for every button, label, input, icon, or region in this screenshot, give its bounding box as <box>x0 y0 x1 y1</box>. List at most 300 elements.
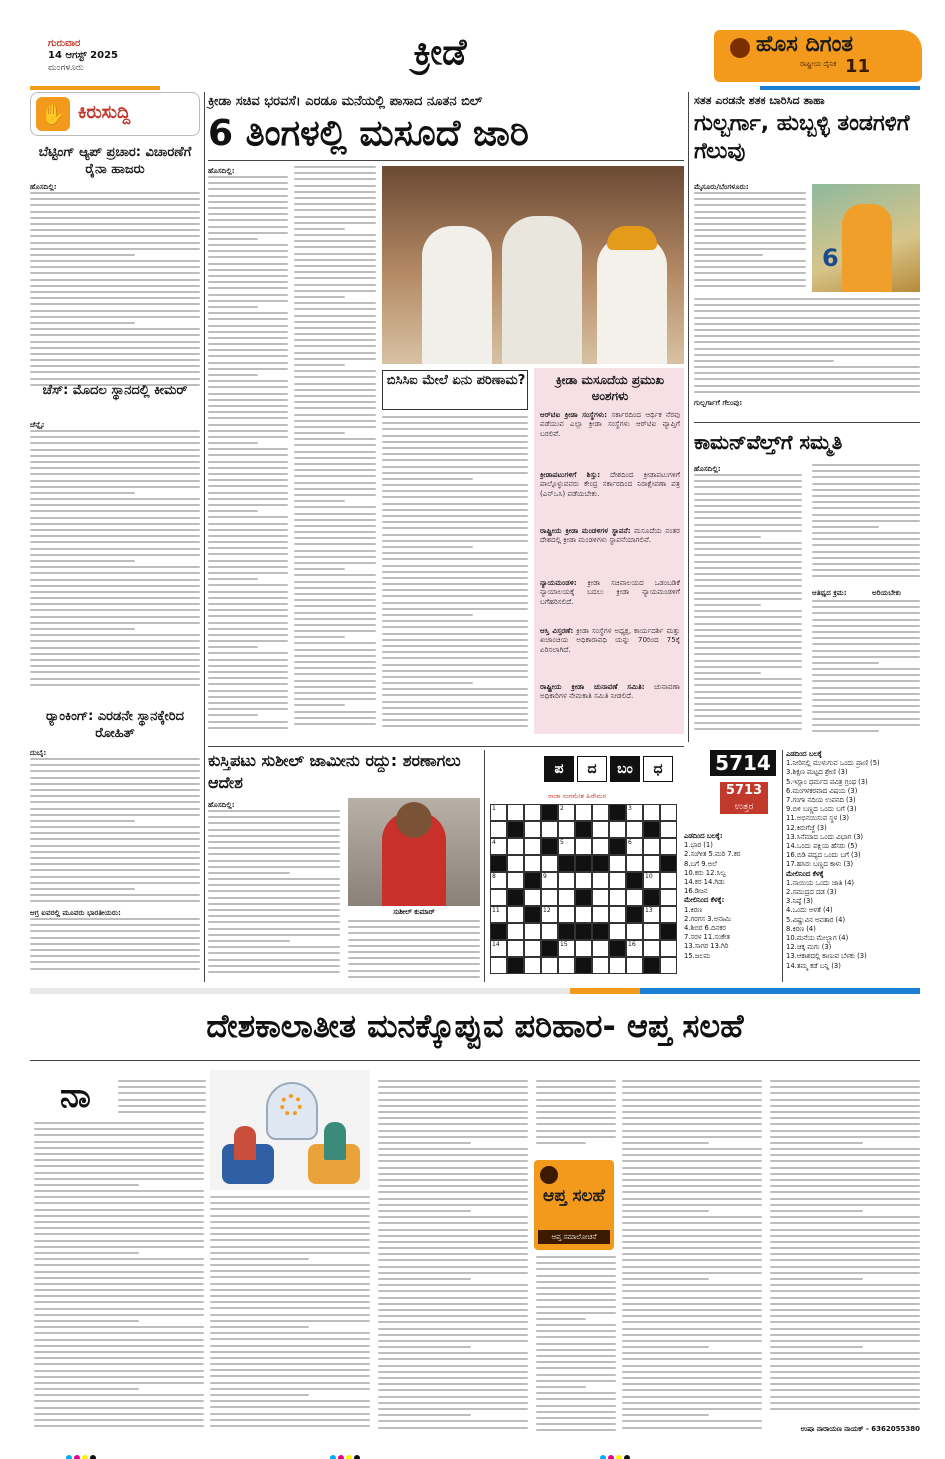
text-line <box>30 548 200 550</box>
text-line <box>30 572 200 574</box>
text-line <box>694 480 802 482</box>
crossword-cell[interactable] <box>660 804 677 821</box>
illustration-person-left <box>234 1126 256 1160</box>
crossword-cell[interactable] <box>609 957 626 974</box>
text-line <box>294 649 376 651</box>
text-line <box>208 553 288 555</box>
crossword-cell[interactable] <box>507 804 524 821</box>
crossword-cell[interactable] <box>609 821 626 838</box>
crossword-cell[interactable] <box>660 872 677 889</box>
text-line <box>770 1235 920 1237</box>
answer-13: 15.ಜಲಮ <box>684 951 711 960</box>
crossword-cell[interactable] <box>541 872 558 889</box>
text-line <box>208 306 258 308</box>
text-line <box>378 1253 528 1255</box>
text-line <box>378 1105 528 1107</box>
text-line <box>694 217 806 219</box>
text-line <box>208 485 288 487</box>
crossword-cell[interactable] <box>507 855 524 872</box>
crossword-cell[interactable] <box>609 923 626 940</box>
text-line <box>30 943 200 945</box>
text-line <box>208 841 340 843</box>
text-line <box>30 242 200 244</box>
crossword-block-cell <box>575 923 592 940</box>
crossword-cell[interactable] <box>592 906 609 923</box>
text-line <box>208 965 340 967</box>
text-line <box>770 1191 920 1193</box>
text-line <box>294 444 376 446</box>
text-line <box>30 504 200 506</box>
crossword-cell[interactable] <box>660 940 677 957</box>
text-line <box>208 405 288 407</box>
right1-bottom-rule <box>694 422 920 423</box>
text-line <box>812 606 920 608</box>
text-line <box>536 1349 616 1351</box>
text-line <box>208 417 288 419</box>
text-line <box>30 211 200 213</box>
text-line <box>210 1388 370 1390</box>
text-line <box>770 1328 920 1330</box>
crossword-cell[interactable] <box>490 889 507 906</box>
crossword-cell[interactable] <box>592 804 609 821</box>
crossword-cell[interactable] <box>575 804 592 821</box>
crossword-across-title: ಎಡದಿಂದ ಬಲಕ್ಕೆ: <box>684 832 723 840</box>
text-line <box>34 1153 204 1155</box>
crossword-cell[interactable] <box>660 906 677 923</box>
masthead-date-block <box>48 38 118 74</box>
text-line <box>30 204 200 206</box>
text-line <box>208 878 340 880</box>
crossword-cell[interactable] <box>524 940 541 957</box>
wrestler-photo-head <box>396 802 432 838</box>
text-line <box>208 442 258 444</box>
text-line <box>694 530 802 532</box>
text-line <box>378 1136 528 1138</box>
text-line <box>294 655 376 657</box>
text-line <box>208 529 288 531</box>
text-line <box>622 1136 762 1138</box>
crossword-cell[interactable] <box>507 838 524 855</box>
text-line <box>294 506 376 508</box>
crossword-cell[interactable] <box>524 855 541 872</box>
text-line <box>294 389 376 391</box>
text-line <box>348 945 480 947</box>
crossword-cell[interactable] <box>609 889 626 906</box>
text-line <box>30 777 200 779</box>
text-line <box>30 808 200 810</box>
crossword-cell[interactable] <box>626 855 643 872</box>
text-line <box>382 453 528 455</box>
text-line <box>208 816 340 818</box>
text-line <box>812 557 920 559</box>
text-line <box>770 1123 920 1125</box>
crossword-cell[interactable] <box>592 940 609 957</box>
text-line <box>622 1111 762 1113</box>
crossword-cell[interactable] <box>592 872 609 889</box>
text-line <box>30 248 200 250</box>
crossword-cell[interactable] <box>507 906 524 923</box>
text-line <box>536 1343 616 1345</box>
clue-1: 1.ನೀರಿನಲ್ಲಿ ಮುಳುಗುವ ಒಂದು ಪ್ರಾಣಿ (5) <box>786 759 880 768</box>
text-line <box>378 1266 528 1268</box>
crossword-title <box>544 756 673 782</box>
text-line <box>294 593 376 595</box>
text-line <box>694 235 806 237</box>
crossword-cell[interactable] <box>660 889 677 906</box>
text-line <box>208 523 288 525</box>
text-line <box>30 634 200 636</box>
crossword-block-cell <box>558 923 575 940</box>
text-line <box>30 795 200 797</box>
text-line <box>30 659 200 661</box>
crossword-cell[interactable] <box>541 889 558 906</box>
feature-dropcap: ನಾ <box>60 1076 91 1116</box>
text-line <box>622 1185 762 1187</box>
crossword-cell[interactable] <box>490 906 507 923</box>
crossword-cell[interactable] <box>643 940 660 957</box>
text-line <box>694 641 802 643</box>
crossword-block-cell <box>541 940 558 957</box>
crossword-cell[interactable] <box>541 821 558 838</box>
text-line <box>294 475 376 477</box>
crossword-cell[interactable] <box>592 821 609 838</box>
right2-sub-right: ಅರಿಯಬೇಕು <box>872 588 902 597</box>
crossword-author: ರಾಜಾ ಸಂಗಮೇಶ ಹಿರೇಮಠ <box>548 792 606 800</box>
crossword-cell[interactable] <box>592 957 609 974</box>
text-line <box>812 563 920 565</box>
crossword-cell[interactable] <box>575 872 592 889</box>
text-line <box>30 616 200 618</box>
text-line <box>30 510 200 512</box>
text-line <box>208 721 288 723</box>
text-line <box>30 260 200 262</box>
lead-photo-figure-3 <box>597 236 667 364</box>
text-line <box>210 1246 370 1248</box>
crossword-cell[interactable] <box>575 838 592 855</box>
crossword-cell[interactable] <box>541 957 558 974</box>
text-line <box>812 687 920 689</box>
text-line <box>208 640 288 642</box>
text-line <box>208 331 288 333</box>
text-line <box>208 727 288 729</box>
factbox-text-4: ಕ್ರೀಡಾ ಸಚಿವಾಲಯದ ಒಡಂಬಡಿಕೆ ನ್ಯಾಯಾಲಯಕ್ಕೆ ಬದಲು ಕ್ರೀಡಾ ನ್ಯಾಯಮಂಡಳಿಗೆ ಬಗೆಹರಿಸಲಿದೆ. <box>540 578 680 606</box>
text-line <box>622 1259 762 1261</box>
crossword-cell[interactable] <box>524 923 541 940</box>
text-line <box>294 717 376 719</box>
text-line <box>34 1413 204 1415</box>
crossword-cell[interactable] <box>626 889 643 906</box>
crossword-block-cell <box>609 940 626 957</box>
crossword-cell[interactable] <box>507 940 524 957</box>
crossword-cell[interactable] <box>626 838 643 855</box>
text-line <box>30 541 200 543</box>
crossword-cell[interactable] <box>643 872 660 889</box>
text-line <box>294 568 345 570</box>
text-line <box>378 1142 471 1144</box>
crossword-cell-number: 11 <box>492 907 500 914</box>
factbox-label-4: ನ್ಯಾಯಮಂಡಳಿ: <box>540 578 577 587</box>
text-line <box>622 1352 762 1354</box>
crossword-cell[interactable] <box>558 889 575 906</box>
crossword-cell-number: 16 <box>628 941 636 948</box>
text-line <box>34 1184 139 1186</box>
crossword-cell[interactable] <box>660 838 677 855</box>
clue-8: 12.ಕಿರುಗೆಜ್ಜೆ (3) <box>786 823 827 832</box>
crossword-cell[interactable] <box>626 957 643 974</box>
text-line <box>694 310 920 312</box>
text-line <box>622 1340 762 1342</box>
crossword-cell[interactable] <box>541 855 558 872</box>
crossword-cell[interactable] <box>490 872 507 889</box>
text-line <box>382 583 528 585</box>
crossword-cell[interactable] <box>575 906 592 923</box>
lead-photo-figure-1 <box>422 226 492 364</box>
briefs-divider <box>204 92 205 982</box>
right1-body-col-1 <box>694 192 806 292</box>
text-line <box>210 1283 370 1285</box>
text-line <box>694 378 920 380</box>
text-line <box>294 463 376 465</box>
factbox-text-2: ದೇಶದಿಂದ ಕ್ರೀಡಾಪಟುಗಳಿಗೆ ಪಾಲ್ಗೊಳ್ಳುವವರು ಕೇಂದ್ರ ಸರ್ಕಾರದಿಂದ ನಿರಾಕ್ಷೇಪಣಾ ಪತ್ರ (ಎನ್‌ಒಸಿ) ಪಡೆಯಬೇಕು. <box>540 470 680 498</box>
text-line <box>210 1221 370 1223</box>
text-line <box>812 501 920 503</box>
text-line <box>812 650 920 652</box>
crossword-block-cell <box>626 872 643 889</box>
text-line <box>294 519 376 521</box>
right1-closing: ಗುಲ್ಬರ್ಗಾಗೆ ಗೆಲುವು: <box>694 398 743 407</box>
feature-band-blue <box>640 988 920 994</box>
text-line <box>536 1398 616 1400</box>
text-line <box>770 1136 920 1138</box>
text-line <box>812 476 920 478</box>
text-line <box>208 213 288 215</box>
text-line <box>382 416 528 418</box>
brief-1-headline: ಬೆಟ್ಟಿಂಗ್ ಆ್ಯಪ್ ಪ್ರಚಾರ: ವಿಚಾರಣೆಗೆ ರೈನಾ ಹಾಜರು <box>38 145 192 177</box>
crossword-cell[interactable] <box>643 855 660 872</box>
feature-col-6 <box>770 1080 920 1420</box>
text-line <box>622 1229 762 1231</box>
crossword-clues-title: ಎಡದಿಂದ ಬಲಕ್ಕೆ <box>786 750 822 758</box>
crossword-cell[interactable] <box>626 923 643 940</box>
text-line <box>378 1414 471 1416</box>
text-line <box>208 860 340 862</box>
clue-23: 14.ತಮ್ಮ ಕಡೆ ಬನ್ನಿ (3) <box>786 961 841 970</box>
crossword-cell[interactable] <box>524 821 541 838</box>
text-line <box>694 672 761 674</box>
text-line <box>294 321 376 323</box>
text-line <box>382 558 528 560</box>
text-line <box>208 702 288 704</box>
text-line <box>118 1105 206 1107</box>
text-line <box>694 285 806 287</box>
crossword-block-cell <box>507 957 524 974</box>
text-line <box>622 1154 762 1156</box>
text-line <box>294 259 376 261</box>
clue-16: 3.ನಿಷ್ಠೆ (3) <box>786 897 813 906</box>
text-line <box>348 939 480 941</box>
text-line <box>812 569 920 571</box>
crossword-cell[interactable] <box>490 838 507 855</box>
text-line <box>536 1123 616 1125</box>
crossword-cell-number: 12 <box>543 907 551 914</box>
text-line <box>294 636 345 638</box>
text-line <box>536 1268 616 1270</box>
crossword-cell[interactable] <box>541 906 558 923</box>
clue-12: 17.ಹಸಿರು ಬಣ್ಣದ ಕಾಳು (3) <box>786 860 854 869</box>
text-line <box>30 486 200 488</box>
text-line <box>294 216 376 218</box>
text-line <box>378 1297 528 1299</box>
text-line <box>294 661 376 663</box>
text-line <box>694 248 806 250</box>
feature-headline-rule <box>30 1060 920 1061</box>
text-line <box>694 554 802 556</box>
factbox-title: ಕ್ರೀಡಾ ಮಸೂದೆಯ ಪ್ರಮುಖ ಅಂಶಗಳು <box>555 373 665 403</box>
text-line <box>208 188 288 190</box>
crossword-number: 5714 <box>710 750 776 776</box>
text-line <box>622 1365 762 1367</box>
text-line <box>294 234 376 236</box>
crossword-cell[interactable] <box>524 889 541 906</box>
feature-col-1-top <box>118 1080 206 1120</box>
text-line <box>208 510 258 512</box>
text-line <box>378 1371 528 1373</box>
crossword-cell[interactable] <box>643 804 660 821</box>
crossword-cell[interactable] <box>558 872 575 889</box>
text-line <box>208 853 340 855</box>
factbox-label-1: ಆರ್‌ಟಿಐ ಕ್ರೀಡಾ ಸಂಸ್ಥೆಗಳು: <box>540 410 608 419</box>
text-line <box>34 1295 204 1297</box>
text-line <box>208 393 288 395</box>
crossword-cell[interactable] <box>507 923 524 940</box>
text-line <box>30 603 200 605</box>
right2-body-col-2b <box>812 600 920 738</box>
crossword-cell[interactable] <box>558 957 575 974</box>
crossword-cell[interactable] <box>524 804 541 821</box>
text-line <box>622 1297 762 1299</box>
answer-12: 13.ಸಾಗರ 13.ಗಿರಿ <box>684 942 729 951</box>
crossword-block-cell <box>575 957 592 974</box>
text-line <box>208 424 288 426</box>
text-line <box>30 783 200 785</box>
text-line <box>378 1358 528 1360</box>
text-line <box>770 1315 920 1317</box>
text-line <box>208 591 288 593</box>
crossword-cell[interactable] <box>490 940 507 957</box>
crossword-cell[interactable] <box>575 940 592 957</box>
crossword-cell[interactable] <box>541 923 558 940</box>
text-line <box>210 1375 370 1377</box>
text-line <box>30 566 200 568</box>
crossword-block-cell <box>643 821 660 838</box>
crossword-cell[interactable] <box>558 838 575 855</box>
text-line <box>770 1222 920 1224</box>
right2-sub-left: ಆತಿಥ್ಯದ ಕ್ರಮ: <box>812 588 847 597</box>
crossword-cell[interactable] <box>643 906 660 923</box>
text-line <box>770 1377 920 1379</box>
factbox-label-6: ರಾಷ್ಟ್ರೀಯ ಕ್ರೀಡಾ ಚುನಾವಣೆ ಸಮಿತಿ: <box>540 682 645 691</box>
text-line <box>208 343 288 345</box>
text-line <box>378 1321 528 1323</box>
crossword-cell[interactable] <box>626 804 643 821</box>
text-line <box>694 561 802 563</box>
text-line <box>694 678 802 680</box>
text-line <box>210 1357 370 1359</box>
text-line <box>378 1222 528 1224</box>
text-line <box>382 701 528 703</box>
text-line <box>210 1400 370 1402</box>
text-line <box>30 266 200 268</box>
clue-7: 11.ಅಭಿನಯಿಸುವ ಸ್ಥಳ (3) <box>786 814 850 823</box>
crossword-cell[interactable] <box>524 838 541 855</box>
crossword-cell[interactable] <box>507 872 524 889</box>
text-line <box>294 723 376 725</box>
brief-3-body-2 <box>30 918 200 978</box>
text-line <box>210 1351 370 1353</box>
crossword-cell[interactable] <box>643 923 660 940</box>
text-line <box>382 608 528 610</box>
text-line <box>694 511 802 513</box>
crossword-cell[interactable] <box>490 957 507 974</box>
crossword-cell[interactable] <box>558 821 575 838</box>
text-line <box>812 538 920 540</box>
text-line <box>770 1117 920 1119</box>
text-line <box>770 1402 920 1404</box>
text-line <box>382 694 528 696</box>
wrestler-photo <box>348 798 480 906</box>
crossword-cell[interactable] <box>660 957 677 974</box>
text-line <box>378 1408 528 1410</box>
crossword-cell[interactable] <box>626 821 643 838</box>
crossword-cell[interactable] <box>558 804 575 821</box>
crossword-cell[interactable] <box>490 821 507 838</box>
text-line <box>694 279 806 281</box>
text-line <box>348 963 480 965</box>
text-line <box>694 517 802 519</box>
crossword-cell[interactable] <box>626 940 643 957</box>
crossword-cell[interactable] <box>558 940 575 957</box>
feature-col-5 <box>622 1080 762 1436</box>
crossword-cell[interactable] <box>558 906 575 923</box>
crossword-cell[interactable] <box>592 889 609 906</box>
crossword-cell[interactable] <box>660 821 677 838</box>
crossword-cell[interactable] <box>643 838 660 855</box>
text-line <box>694 542 802 544</box>
text-line <box>622 1377 762 1379</box>
feature-col-3 <box>378 1080 528 1436</box>
crossword-cell[interactable] <box>609 855 626 872</box>
text-line <box>694 354 920 356</box>
text-line <box>34 1215 204 1217</box>
crossword-cell[interactable] <box>609 872 626 889</box>
text-line <box>382 614 473 616</box>
crossword-cell[interactable] <box>592 838 609 855</box>
crossword-cell[interactable] <box>490 804 507 821</box>
answer-9: 2.ಗರಗಸ 3.ಅನಾಮಿ <box>684 914 731 923</box>
clue-5: 7.ಗಂಗಾ ನದಿಯ ಉಪನದಿ (3) <box>786 796 856 805</box>
crossword-cell[interactable] <box>609 906 626 923</box>
text-line <box>294 383 376 385</box>
text-line <box>294 525 376 527</box>
crossword-cell[interactable] <box>524 957 541 974</box>
wrestler-right-divider <box>484 750 485 982</box>
text-line <box>210 1382 370 1384</box>
text-line <box>210 1314 370 1316</box>
text-line <box>30 832 200 834</box>
crossword-clues-divider <box>782 750 783 982</box>
text-line <box>622 1148 762 1150</box>
feature-illustration <box>210 1070 370 1190</box>
